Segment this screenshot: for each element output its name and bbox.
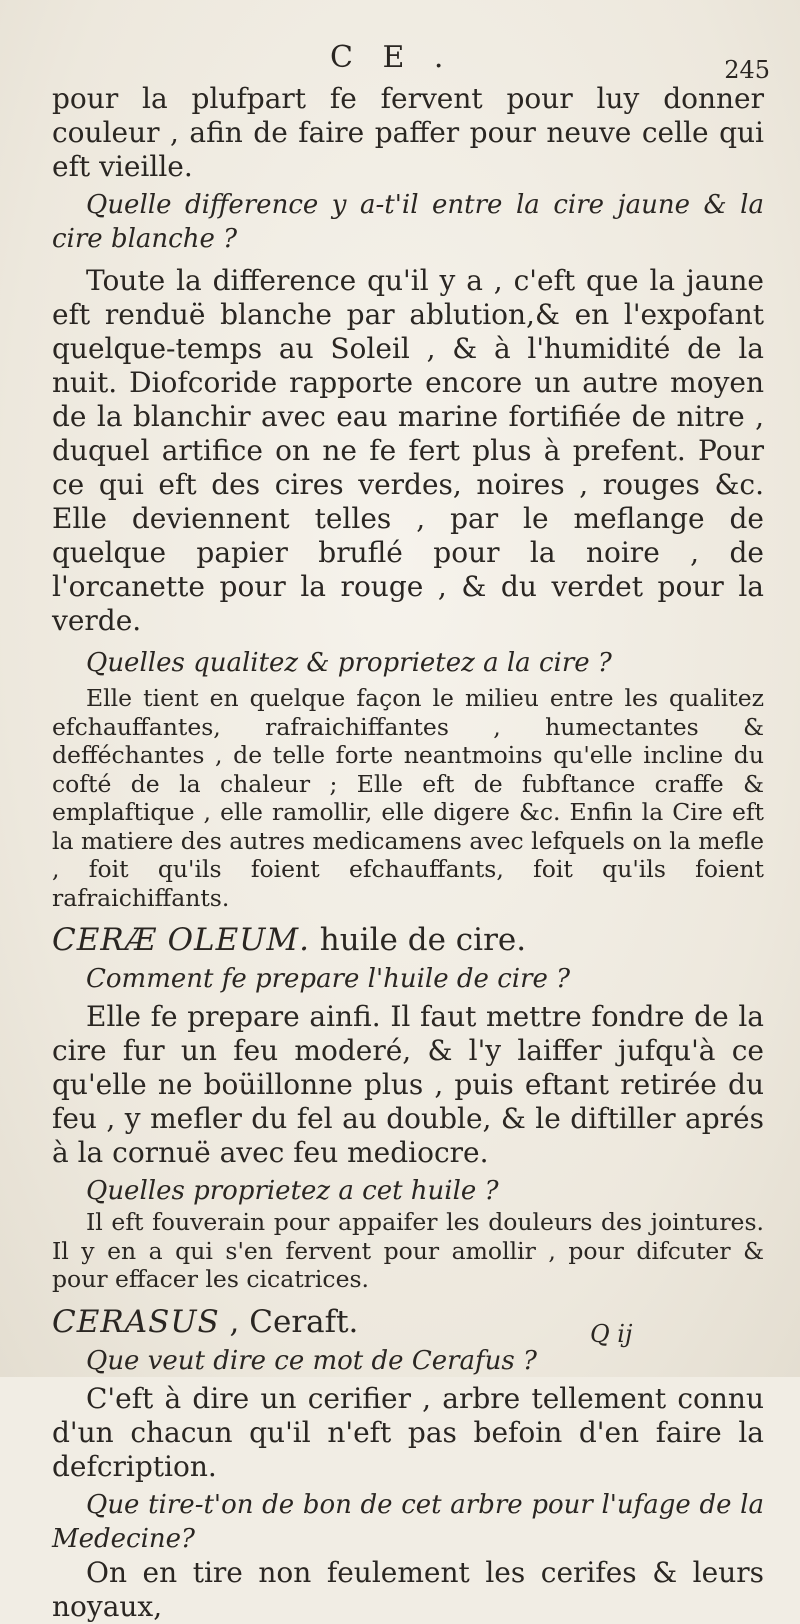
- heading-french: huile de cire.: [309, 922, 527, 958]
- paragraph: On en tire non feulement les cerifes & leurs noyaux,: [52, 1555, 764, 1623]
- heading-latin: CERÆ OLEUM.: [52, 922, 310, 958]
- page-footer: [0, 1320, 800, 1360]
- paragraph: pour la plufpart fe fervent pour luy donner couleur , afin de faire paffer pour neuve celle qui eft vieille.: [52, 82, 764, 183]
- question: Quelle difference y a-t'il entre la cire jaune & la cire blanche ?: [52, 190, 764, 254]
- page-number: 245: [724, 56, 770, 84]
- running-head: C E .: [330, 40, 454, 75]
- question: Que veut dire ce mot de Cerafus ?: [86, 1345, 537, 1376]
- heading-latin: CERASUS: [52, 1303, 220, 1340]
- paragraph: C'eft à dire un cerifier , arbre tellement connu d'un chacun qu'il n'eft pas befoin d'en faire la defcription.: [52, 1381, 764, 1483]
- question: Que tire-t'on de bon de cet arbre pour l'ufage de la Medecine?: [52, 1489, 764, 1554]
- question: Quelles proprietez a cet huile ?: [86, 1176, 499, 1206]
- paragraph: Elle tient en quelque façon le milieu entre les qualitez efchauffantes, rafraichiffantes , humectantes & defféchantes , de telle forte neantmoins qu'elle incline du cofté de la chaleur ; Elle eft de fubftance craffe & emplaftique , elle ramollir, elle digere &c. Enfin la Cire eft la matiere des autres medicamens avec lefquels on la mefle , foit qu'ils foient efchauffants, foit qu'ils foient rafraichiffants.: [52, 684, 764, 912]
- signature-mark: Q ij: [590, 1320, 633, 1348]
- paragraph: Elle fe prepare ainfi. Il faut mettre fondre de la cire fur un feu moderé, & l'y laiffer jufqu'à ce qu'elle ne boüillonne plus , puis eftant retirée du feu , y mefler du fel au double, & le diftiller aprés à la cornuë avec feu mediocre.: [52, 1000, 764, 1169]
- heading-french: , Ceraft.: [219, 1303, 359, 1340]
- page-header: [0, 40, 800, 84]
- page-body: [52, 82, 764, 1624]
- paragraph: Toute la difference qu'il y a , c'eft que la jaune eft renduë blanche par ablution,& en l'expofant quelque-temps au Soleil , & à l'humidité de la nuit. Diofcoride rapporte encore un autre moyen de la blanchir avec eau marine fortifiée de nitre , duquel artifice on ne fe fert plus à prefent. Pour ce qui eft des cires verdes, noires , rouges &c. Elle deviennent telles , par le meflange de quelque papier bruflé pour la noire , de l'orcanette pour la rouge , & du verdet pour la verde.: [52, 264, 764, 637]
- paragraph: Il eft fouverain pour appaifer les douleurs des jointures. Il y en a qui s'en fervent pour amollir , pour difcuter & pour effacer les cicatrices.: [52, 1208, 764, 1293]
- question: Quelles qualitez & proprietez a la cire ?: [86, 648, 612, 678]
- section-heading: [52, 918, 764, 962]
- question: Comment fe prepare l'huile de cire ?: [86, 964, 571, 994]
